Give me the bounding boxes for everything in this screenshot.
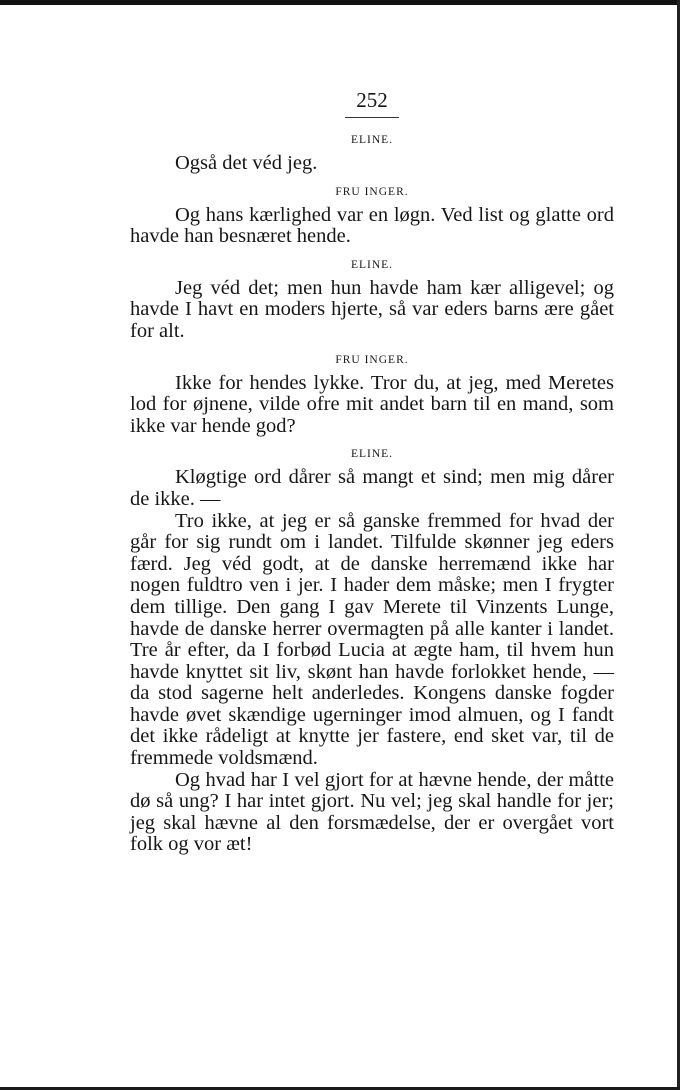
speech-block [130, 205, 614, 248]
speech-paragraph: Tro ikke, at jeg er så ganske fremmed for hvad der går for sig rundt om i landet. Tilfulde skønner jeg eders færd. Jeg véd godt, at de danske herremænd ikke har nogen fuldtro ven i jer. I hader dem måske; men I frygter dem tillige. Den gang I gav Merete til Vinzents Lunge, havde de danske herrer overmagten på alle kanter i landet. Tre år efter, da I forbød Lucia at ægte ham, til hvem hun havde knyttet sit liv, skønt han havde forlokket hende, — da stod sagerne helt anderledes. Kongens danske fogder havde øvet skændige ugerninger imod almuen, og I fandt det ikke rådeligt at knytte jer fastere, end sket var, til de fremmede voldsmænd. [130, 509, 614, 770]
speech-paragraph: Også det véd jeg. [175, 152, 318, 174]
speech-block [130, 278, 614, 343]
speech-paragraph: Ikke for hendes lykke. Tror du, at jeg, med Meretes lod for øjnene, vilde ofre mit andet barn til en mand, som ikke var hende god? [130, 371, 614, 437]
speech-block [130, 153, 614, 175]
speech-paragraph: Og hans kærlighed var en løgn. Ved list og glatte ord havde han besnæret hende. [130, 203, 614, 248]
speaker-label: FRU INGER. [335, 185, 409, 198]
scan-border-top [0, 0, 680, 5]
speaker-label: FRU INGER. [335, 353, 409, 366]
speaker-label: ELINE. [350, 258, 394, 271]
speaker-label: ELINE. [350, 134, 394, 146]
speaker-label: ELINE. [350, 448, 394, 461]
page-number: 252 [356, 88, 388, 112]
speech-paragraph: Kløgtige ord dårer så mangt et sind; men mig dårer de ikke. — [130, 466, 614, 510]
page-number-rule [345, 117, 399, 118]
speech-paragraph: Og hvad har I vel gjort for at hævne hende, der måtte dø så ung? I har intet gjort. Nu vel; jeg skal handle for jer; jeg skal hævne al den forsmædelse, der er overgået vort folk og vor æt! [130, 768, 614, 856]
speech-block [130, 373, 614, 438]
speech-paragraph: Jeg véd det; men hun havde ham kær alligevel; og havde I havt en moders hjerte, så var eders barns ære gået for alt. [130, 276, 614, 342]
book-page [130, 88, 614, 856]
speech-block [130, 467, 614, 856]
